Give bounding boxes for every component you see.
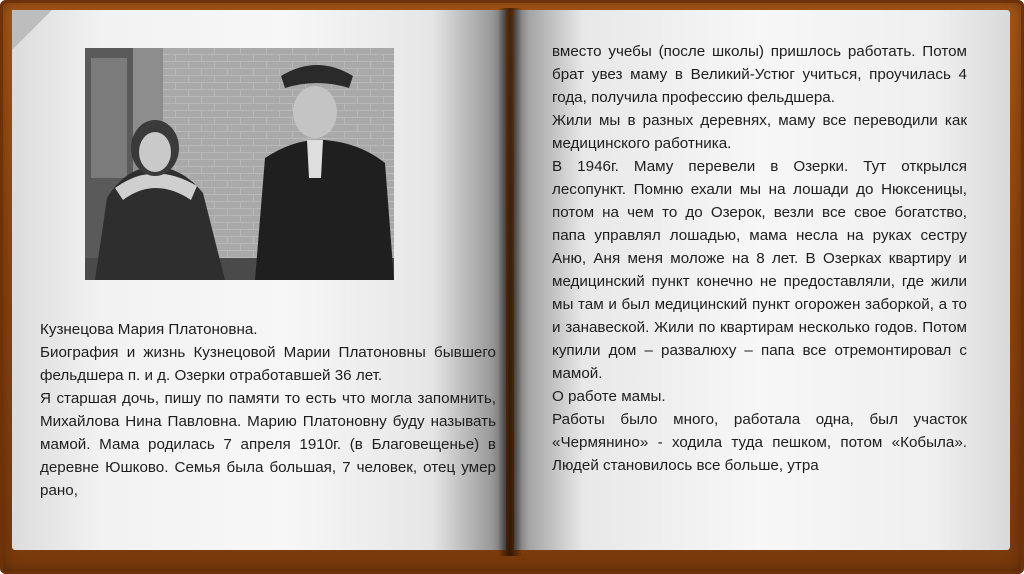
paragraph: Я старшая дочь, пишу по памяти то есть что могла запомнить, Михайлова Нина Павловна. Марию Платоновну буду называть мамой. Мама родилась 7 апреля 1910г. (в Благовещенье) в деревне Юшково. Семья была большая, 7 человек, отец умер рано, [40,390,496,499]
paragraph: Кузнецова Мария Платоновна. [40,321,258,338]
right-page-text [552,40,967,477]
paragraph: Биография и жизнь Кузнецовой Марии Платоновны бывшего фельдшера п. и д. Озерки отработавшей 36 лет. [40,344,496,384]
paragraph: Работы было много, работала одна, был участок «Чермянино» - ходила туда пешком, потом «Кобыла». Людей становилось все больше, утра [552,411,967,474]
left-page-text [40,318,496,502]
book-spine [498,8,522,556]
paragraph: О работе мамы. [552,388,666,405]
paragraph: В 1946г. Маму перевели в Озерки. Тут открылся лесопункт. Помню ехали мы на лошади до Нюксеницы, потом на чем то до Озерок, везли все свое богатство, папа управлял лошадью, мама несла на руках сестру Аню, Аня меня моложе на 8 лет. В Озерках квартиру и медицинский пункт конечно не предоставляли, где жили мы там и был медицинский пункт огорожен заборкой, а то и занавеской. Жили по квартирам несколько годов. Потом купили дом – развалюху – папа все отремонтировал с мамой. [552,158,967,382]
family-photo-image [85,48,394,280]
family-photo [85,48,394,280]
paragraph: вместо учебы (после школы) пришлось работать. Потом брат увез маму в Великий-Устюг учиться, проучилась 4 года, получила профессию фельдшера. [552,43,967,106]
page-curl-icon [12,10,52,50]
paragraph: Жили мы в разных деревнях, маму все переводили как медицинского работника. [552,112,967,152]
